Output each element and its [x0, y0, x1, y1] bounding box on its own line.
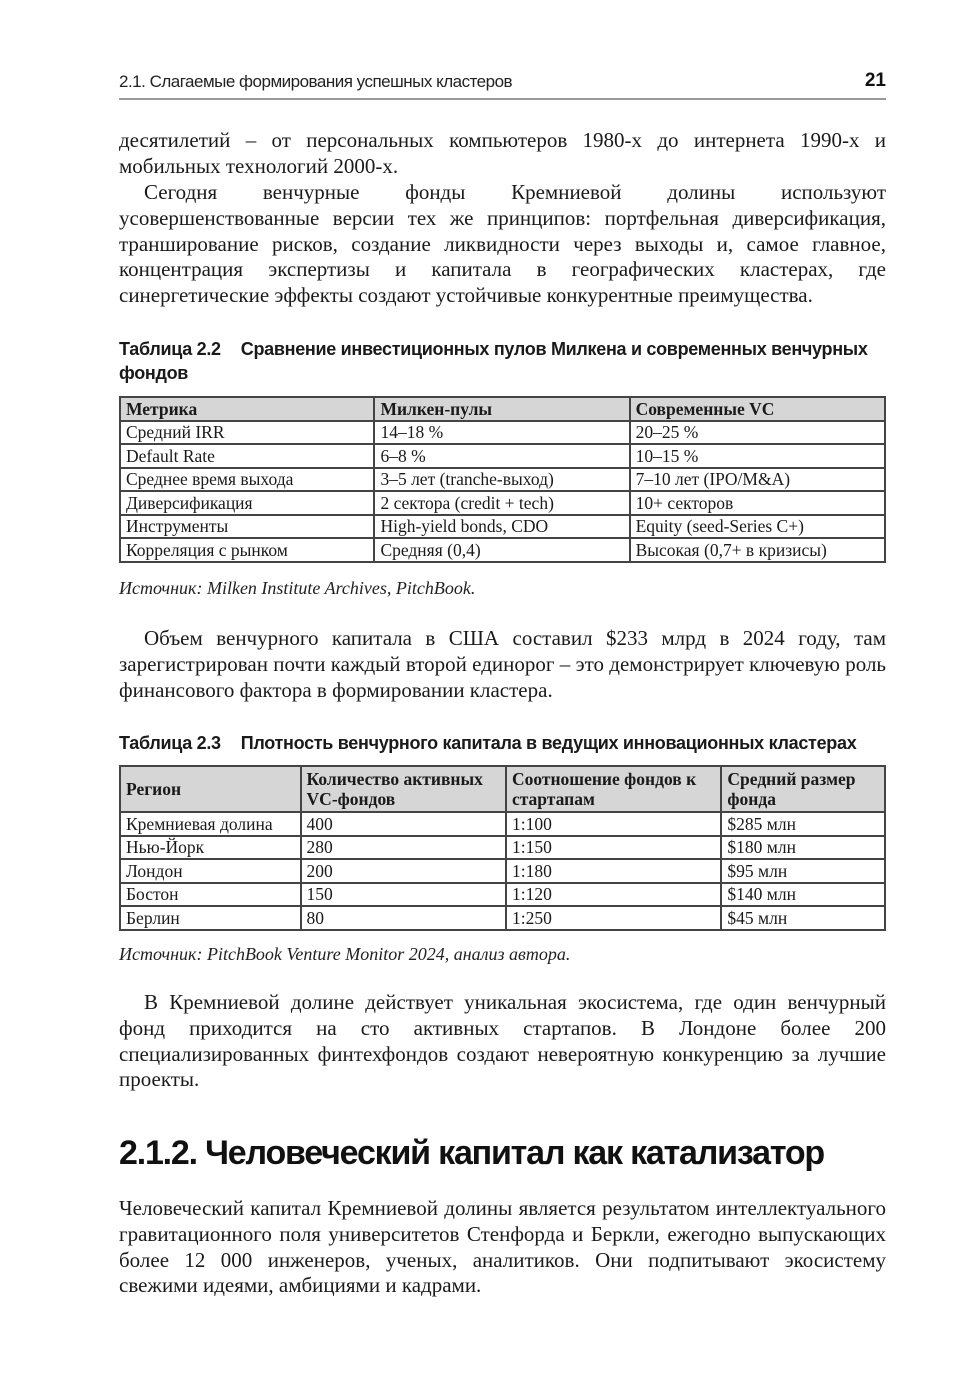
- table-row: [120, 515, 885, 539]
- table-cell: 10–15 %: [630, 444, 885, 468]
- paragraph-us-vc-volume: [119, 626, 886, 703]
- table-cell: $285 млн: [721, 812, 885, 836]
- table-cell: 1:100: [506, 812, 721, 836]
- section-heading-block: [119, 1134, 886, 1173]
- table-cell: 80: [301, 906, 506, 930]
- table-2-2-source: [119, 578, 886, 599]
- table-cell: Среднее время выхода: [120, 468, 374, 492]
- column-header: Количество активных VC-фондов: [301, 766, 506, 812]
- table-cell: 14–18 %: [374, 421, 629, 445]
- table-cell: 2 сектора (credit + tech): [374, 491, 629, 515]
- table-row: [120, 468, 885, 492]
- table-cell: Бостон: [120, 883, 301, 907]
- running-head-title: 2.1. Слагаемые формирования успешных кластеров: [119, 72, 513, 91]
- table-cell: 200: [301, 859, 506, 883]
- paragraph: Сегодня венчурные фонды Кремниевой долины используют усовершенствованные версии тех же принципов: портфельная диверсификация, траншированиe рисков, создание ликвидности через выходы и, самое главное, концентрация экспертизы и капитала в географических кластерах, где синергетические эффекты создают устойчивые конкурентные преимущества.: [119, 180, 886, 308]
- table-row: [120, 906, 885, 930]
- table-cell: Default Rate: [120, 444, 374, 468]
- table-cell: Кремниевая долина: [120, 812, 301, 836]
- table-cell: 280: [301, 836, 506, 860]
- table-cell: $180 млн: [721, 836, 885, 860]
- table-cell: Инструменты: [120, 515, 374, 539]
- source-note: Источник: PitchBook Venture Monitor 2024, анализ автора.: [119, 944, 571, 964]
- table-cell: Корреляция с рынком: [120, 538, 374, 562]
- table-2-3-caption: [119, 732, 886, 756]
- table-cell: Лондон: [120, 859, 301, 883]
- table-cell: Средняя (0,4): [374, 538, 629, 562]
- paragraph: десятилетий – от персональных компьютеров 1980-х до интернета 1990-х и мобильных технологий 2000-х.: [119, 128, 886, 178]
- table-cell: High-yield bonds, CDO: [374, 515, 629, 539]
- table-row: [120, 883, 885, 907]
- table-cell: 400: [301, 812, 506, 836]
- vc-density-table: [119, 765, 886, 931]
- column-header: Регион: [120, 766, 301, 812]
- table-cell: 3–5 лет (tranche-выход): [374, 468, 629, 492]
- table-row: [120, 538, 885, 562]
- table-cell: Средний IRR: [120, 421, 374, 445]
- table-cell: Высокая (0,7+ в кризисы): [630, 538, 885, 562]
- paragraph-vc-principles: [119, 180, 886, 309]
- table-cell: $95 млн: [721, 859, 885, 883]
- table-cell: Диверсификация: [120, 491, 374, 515]
- table-cell: $45 млн: [721, 906, 885, 930]
- paragraph-continuation: [119, 128, 886, 180]
- source-note: Источник: Milken Institute Archives, PitchBook.: [119, 578, 476, 598]
- table-row: [120, 836, 885, 860]
- table-2-2: [119, 396, 886, 563]
- table-cell: 20–25 %: [630, 421, 885, 445]
- running-head: [119, 70, 886, 100]
- table-cell: Equity (seed-Series C+): [630, 515, 885, 539]
- table-cell: 7–10 лет (IPO/M&A): [630, 468, 885, 492]
- paragraph: В Кремниевой долине действует уникальная экосистема, где один венчурный фонд приходится на сто активных стартапов. В Лондоне более 200 специализированных финтехфондов создают невероятную конкуренцию за лучшие проекты.: [119, 990, 886, 1092]
- table-cell: 6–8 %: [374, 444, 629, 468]
- table-cell: 1:150: [506, 836, 721, 860]
- table-cell: 10+ секторов: [630, 491, 885, 515]
- column-header: Милкен-пулы: [374, 397, 629, 421]
- table-title: Сравнение инвестиционных пулов Милкена и современных венчурных фондов: [119, 339, 868, 383]
- table-header-row: [120, 766, 885, 812]
- milken-vs-vc-table: [119, 396, 886, 563]
- table-title: Плотность венчурного капитала в ведущих инновационных кластерах: [240, 733, 857, 753]
- table-2-2-caption: [119, 338, 886, 385]
- table-row: [120, 859, 885, 883]
- column-header: Средний размер фонда: [721, 766, 885, 812]
- table-row: [120, 421, 885, 445]
- table-header-row: [120, 397, 885, 421]
- table-cell: 150: [301, 883, 506, 907]
- table-label: Таблица 2.2: [119, 339, 221, 359]
- column-header: Современные VC: [630, 397, 885, 421]
- paragraph-human-capital: [119, 1196, 886, 1299]
- table-2-3-source: [119, 944, 886, 965]
- section-heading: 2.1.2. Человеческий капитал как катализатор: [119, 1134, 824, 1172]
- table-cell: Нью-Йорк: [120, 836, 301, 860]
- paragraph-silicon-valley-ecosystem: [119, 990, 886, 1093]
- table-cell: 1:120: [506, 883, 721, 907]
- table-cell: Берлин: [120, 906, 301, 930]
- table-row: [120, 491, 885, 515]
- page-number: 21: [864, 70, 886, 91]
- column-header: Метрика: [120, 397, 374, 421]
- table-row: [120, 444, 885, 468]
- column-header: Соотношение фондов к стартапам: [506, 766, 721, 812]
- table-label: Таблица 2.3: [119, 733, 221, 753]
- table-2-3: [119, 765, 886, 931]
- paragraph: Человеческий капитал Кремниевой долины является результатом интеллектуального гравитационного поля университетов Стенфорда и Беркли, ежегодно выпускающих более 12 000 инженеров, ученых, аналитиков. Они подпитывают экосистему свежими идеями, амбициями и кадрами.: [119, 1196, 886, 1298]
- paragraph: Объем венчурного капитала в США составил $233 млрд в 2024 году, там зарегистрирован почти каждый второй единорог – это демонстрирует ключевую роль финансового фактора в формировании кластера.: [119, 626, 886, 702]
- table-cell: 1:250: [506, 906, 721, 930]
- table-cell: $140 млн: [721, 883, 885, 907]
- table-row: [120, 812, 885, 836]
- table-cell: 1:180: [506, 859, 721, 883]
